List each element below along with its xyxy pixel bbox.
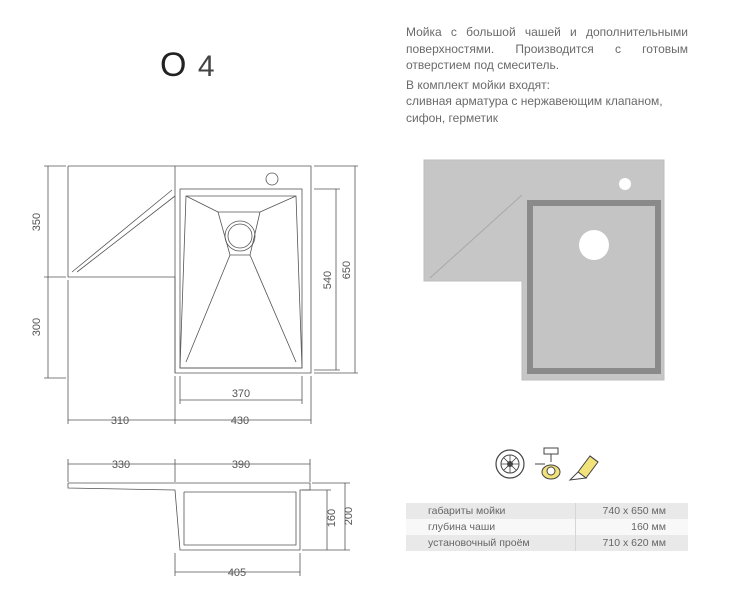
model-letter: O (160, 46, 188, 84)
dim-section-top-right: 390 (231, 459, 251, 471)
kit-heading: В комплект мойки входят: (406, 77, 550, 92)
spec-value: 740 х 650 мм (576, 503, 689, 519)
kit-items: сливная арматура с нержавеющим клапаном, сифон, герметик (406, 94, 663, 125)
table-row (406, 503, 688, 519)
dim-section-top-left: 330 (111, 459, 131, 471)
dim-bottom-right: 430 (230, 415, 250, 427)
dim-left-upper: 350 (31, 212, 43, 232)
table-row (406, 519, 688, 535)
model-number: 4 (197, 50, 216, 83)
spec-label: габариты мойки (406, 503, 576, 519)
spec-value: 160 мм (576, 519, 689, 535)
sealant-tube-icon (570, 456, 598, 480)
siphon-icon (535, 448, 560, 479)
dim-bottom-left: 310 (110, 415, 130, 427)
drain-strainer-icon (496, 450, 524, 478)
dim-right-outer: 650 (341, 260, 353, 280)
spec-value: 710 х 620 мм (576, 535, 689, 551)
dim-section-right-outer: 200 (343, 506, 355, 526)
dim-section-right-inner: 160 (326, 508, 338, 528)
table-row (406, 535, 688, 551)
specs-table (406, 503, 688, 551)
dim-bowl-width: 370 (231, 388, 251, 400)
sink-preview-image (424, 160, 664, 380)
spec-label: глубина чаши (406, 519, 576, 535)
top-view-drawing (44, 166, 358, 424)
description-text: Мойка с большой чашей и дополнительными поверхностями. Производится с готовым отверстием под смеситель. (406, 25, 688, 72)
section-view-drawing (68, 459, 350, 576)
dim-section-bottom: 405 (227, 567, 247, 579)
dim-right-inner: 540 (322, 270, 334, 290)
dim-left-lower: 300 (31, 317, 43, 337)
spec-label: установочный проём (406, 535, 576, 551)
